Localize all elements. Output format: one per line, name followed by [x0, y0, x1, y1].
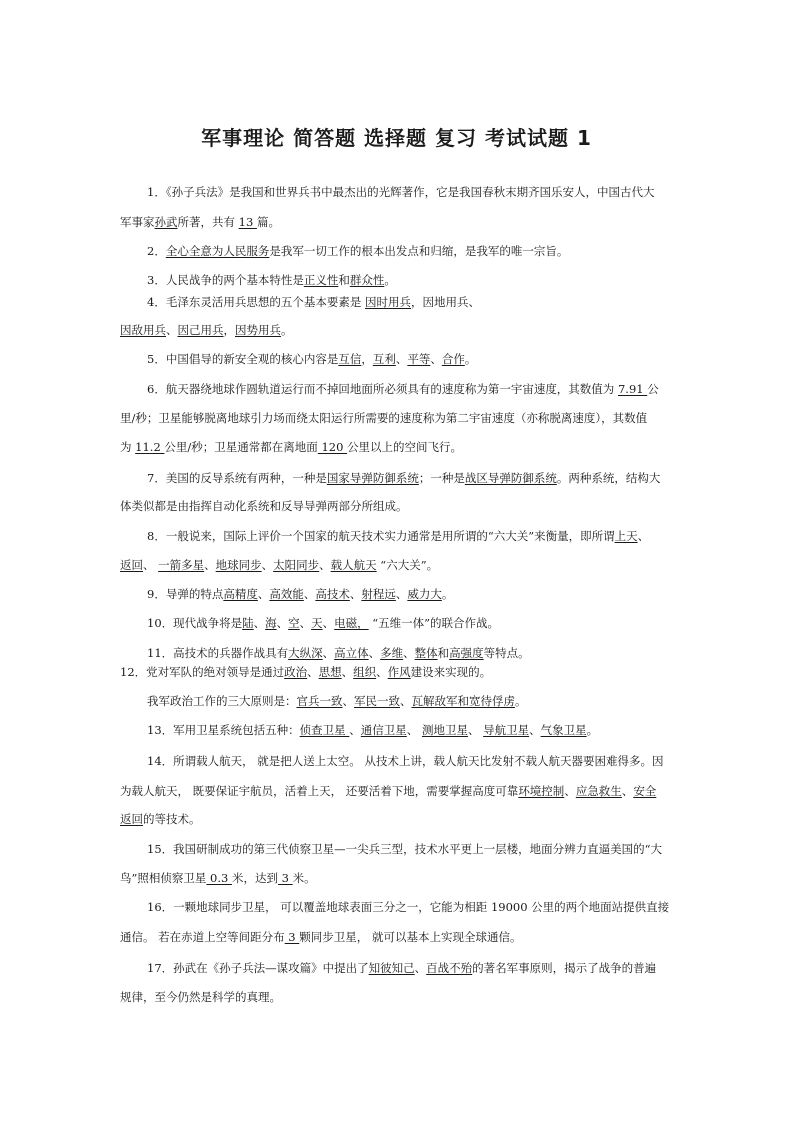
q1-line2	[120, 214, 280, 230]
answer-blank: 空	[288, 616, 300, 630]
q11	[147, 645, 530, 661]
text-segment: 2．	[147, 244, 166, 258]
text-segment: “五维一体”的联合作战。	[368, 616, 500, 630]
text-segment: 10．现代战争将是	[147, 616, 243, 630]
text-segment: 公	[647, 382, 659, 396]
q8-line2	[120, 557, 438, 573]
text-segment: 等特点。	[483, 646, 530, 660]
text-segment: 4．毛泽东灵活用兵思想的五个基本要素是	[147, 295, 365, 309]
answer-blank: 平等	[407, 352, 431, 366]
text-segment: 9．导弹的特点	[147, 587, 224, 601]
text-segment: 、	[299, 616, 312, 630]
answer-blank: 合作	[441, 352, 465, 366]
text-segment: 。	[281, 323, 293, 337]
answer-blank: 7.91	[617, 382, 648, 396]
text-segment: 13．军用卫星系统包括五种：	[147, 723, 300, 737]
answer-blank: 组织	[353, 665, 377, 679]
q17-line1	[147, 960, 656, 976]
q2	[147, 243, 568, 259]
text-segment: 、	[143, 558, 159, 572]
answer-blank: 因势用兵	[235, 323, 281, 337]
answer-blank: 返回	[120, 558, 143, 572]
answer-blank: 3	[284, 930, 300, 944]
text-segment: 、	[341, 665, 354, 679]
text-segment: 17．孙武在《孙子兵法—谋攻篇》中提出了	[147, 961, 369, 975]
text-segment: 鸟”照相侦察卫星	[120, 871, 207, 885]
answer-blank: 百战不殆	[426, 961, 473, 975]
text-segment: 的等技术。	[143, 812, 201, 826]
answer-blank: 因己用兵	[177, 323, 224, 337]
text-segment: 、	[376, 665, 388, 679]
answer-blank: 战区导弹防御系统	[464, 471, 557, 485]
answer-blank: 整体	[414, 646, 438, 660]
text-segment: 颗同步卫星， 就可以基本上实现全球通信。	[299, 930, 522, 944]
text-segment: 8．一般说来，国际上评价一个国家的航天技术实力通常是用所谓的“六大关”来衡量，即所谓	[147, 529, 615, 543]
text-segment: 、	[342, 694, 354, 708]
q14-line1	[147, 753, 663, 769]
text-segment: 。	[515, 694, 527, 708]
text-segment: 所著，共有	[177, 215, 239, 229]
text-segment: 、	[368, 646, 381, 660]
text-segment: 军事家	[120, 215, 155, 229]
text-segment: 、	[395, 352, 408, 366]
text-segment: “六大关”。	[376, 558, 439, 572]
text-segment: 6．航天器绕地球作圆轨道运行而不掉回地面所必须具有的速度称为第一宇宙速度，其数值为	[147, 382, 618, 396]
text-segment: 16．一颗地球同步卫星， 可以覆盖地球表面三分之一，它能为相距 19000 公里的两个地面站提供直接	[147, 900, 670, 914]
answer-blank: 0.3	[206, 871, 232, 885]
q1-line1	[147, 184, 655, 200]
q3	[147, 272, 396, 288]
answer-blank: 120	[317, 440, 348, 454]
answer-blank: 互信	[338, 352, 362, 366]
text-segment: 5．中国倡导的新安全观的核心内容是	[147, 352, 339, 366]
answer-blank: 11.2	[135, 440, 165, 454]
text-segment: 7．美国的反导系统有两种，一种是	[147, 471, 327, 485]
q17-line2	[120, 989, 281, 1005]
text-segment: ，	[223, 323, 235, 337]
answer-blank: 电磁，	[334, 616, 369, 630]
answer-blank: 侦查卫星	[299, 723, 350, 737]
text-segment: 14．所谓载人航天， 就是把人送上太空。 从技术上讲，载人航天比发射不载人航天器要困难得多。因	[147, 754, 664, 768]
text-segment: 、	[257, 587, 270, 601]
answer-blank: 因敌用兵	[120, 323, 166, 337]
answer-blank: 群众性	[349, 273, 385, 287]
text-segment: ，因地用兵、	[410, 295, 480, 309]
answer-blank: 高效能	[269, 587, 304, 601]
text-segment: 、	[307, 665, 319, 679]
q16-line2	[120, 929, 521, 945]
text-segment: 、	[467, 723, 484, 737]
text-segment: 、	[204, 558, 216, 572]
text-segment: 。	[384, 273, 396, 287]
text-segment: 建设来实现的。	[410, 665, 492, 679]
text-segment: 米。	[292, 871, 316, 885]
answer-blank: 通信卫星	[360, 723, 407, 737]
answer-blank: 13	[238, 215, 257, 229]
answer-blank: 多维	[380, 646, 404, 660]
text-segment: 、	[395, 587, 408, 601]
answer-blank: 气象卫星	[540, 723, 587, 737]
text-segment: ；一种是	[418, 471, 465, 485]
text-segment: 、	[637, 529, 650, 543]
q6-line2	[120, 410, 647, 426]
text-segment: 、	[303, 587, 316, 601]
answer-blank: 3	[278, 871, 293, 885]
answer-blank: 高技术	[315, 587, 350, 601]
answer-blank: 一箭多星	[158, 558, 205, 572]
text-segment: 、	[166, 323, 178, 337]
text-segment: 、	[529, 723, 541, 737]
answer-blank: 威力大	[407, 587, 442, 601]
answer-blank: 太阳同步	[273, 558, 320, 572]
answer-blank: 全心全意为人民服务	[165, 244, 270, 258]
text-segment: 、	[400, 694, 412, 708]
answer-blank: 载人航天	[330, 558, 377, 572]
q4-line1	[147, 294, 480, 310]
answer-blank: 测地卫星	[421, 723, 468, 737]
text-segment: 米，达到	[232, 871, 278, 885]
q7-line1	[147, 470, 660, 486]
answer-blank: 互利	[372, 352, 396, 366]
answer-blank: 导航卫星	[483, 723, 530, 737]
q12-principles	[147, 693, 527, 709]
q13	[147, 722, 598, 738]
answer-blank: 作风	[387, 665, 411, 679]
text-segment: 公里/秒；卫星通常都在离地面	[164, 440, 318, 454]
text-segment: 、	[322, 646, 335, 660]
text-segment: 、	[621, 784, 634, 798]
answer-blank: 高强度	[449, 646, 484, 660]
answer-blank: 因时用兵	[364, 295, 411, 309]
answer-blank: 高精度	[223, 587, 258, 601]
text-segment: 为载人航天， 既要保证宇航员，活着上天， 还要活着下地，需要掌握高度可靠	[120, 784, 519, 798]
answer-blank: 军民一致	[354, 694, 400, 708]
answer-blank: 环境控制	[518, 784, 565, 798]
q8-line1	[147, 528, 649, 544]
text-segment: 3．人民战争的两个基本特性是	[147, 273, 304, 287]
answer-blank: 知彼知己	[368, 961, 415, 975]
text-segment: 12．党对军队的绝对领导是通过	[120, 665, 285, 679]
text-segment: 、	[564, 784, 576, 798]
answer-blank: 海	[265, 616, 277, 630]
text-segment: 、	[349, 587, 362, 601]
q5	[147, 351, 476, 367]
answer-blank: 陆	[242, 616, 254, 630]
text-segment: 体类似都是由指挥自动化系统和反导导弹两部分所组成。	[120, 499, 408, 513]
answer-blank: 瓦解敌军和宽待俘虏	[411, 694, 515, 708]
text-segment: 和	[338, 273, 350, 287]
answer-blank: 正义性	[303, 273, 339, 287]
answer-blank: 官兵一致	[296, 694, 343, 708]
answer-blank: 天	[311, 616, 323, 630]
q7-line2	[120, 498, 408, 514]
text-segment: 、	[322, 616, 335, 630]
q15-line2	[120, 870, 316, 886]
q4-line2	[120, 322, 293, 338]
q9	[147, 586, 453, 602]
q10	[147, 615, 499, 631]
answer-blank: 政治	[284, 665, 308, 679]
text-segment: 、	[403, 646, 415, 660]
answer-blank: 射程远	[361, 587, 396, 601]
text-segment: 规律，至今仍然是科学的真理。	[120, 990, 281, 1004]
q6-line3	[120, 439, 462, 455]
text-segment: 、	[349, 723, 361, 737]
text-segment: 的著名军事原则，揭示了战争的普遍	[472, 961, 657, 975]
q6-line1	[147, 381, 659, 397]
text-segment: 为	[120, 440, 136, 454]
text-segment: 里/秒；卫星能够脱离地球引力场而绕太阳运行所需要的速度称为第二宇宙速度（亦称脱离速度），其数值	[120, 411, 648, 425]
answer-blank: 高立体	[334, 646, 369, 660]
text-segment: 15．我国研制成功的第三代侦察卫星—一尖兵三型，技术水平更上一层楼，地面分辨力直逼美国的“大	[147, 842, 663, 856]
text-segment: 、	[276, 616, 289, 630]
text-segment: ，	[361, 352, 373, 366]
text-segment: 。两种系统，结构大	[556, 471, 661, 485]
answer-blank: 地球同步	[215, 558, 262, 572]
text-segment: 。	[586, 723, 599, 737]
text-segment: 、	[406, 723, 422, 737]
q14-line2	[120, 783, 656, 799]
text-segment: 公里以上的空间飞行。	[347, 440, 463, 454]
q14-line3	[120, 811, 201, 827]
answer-blank: 国家导弹防御系统	[326, 471, 419, 485]
answer-blank: 应急救生	[575, 784, 622, 798]
answer-blank: 思想	[318, 665, 342, 679]
text-segment: 、	[261, 558, 274, 572]
q16-line1	[147, 899, 669, 915]
answer-blank: 大纵深	[288, 646, 323, 660]
text-segment: 、	[253, 616, 266, 630]
text-segment: 11．高技术的兵器作战具有	[147, 646, 289, 660]
text-segment: 通信。 若在赤道上空等间距分布	[120, 930, 285, 944]
answer-blank: 孙武	[154, 215, 178, 229]
text-segment: 是我军一切工作的根本出发点和归缩，是我军的唯一宗旨。	[269, 244, 569, 258]
text-segment: 和	[437, 646, 450, 660]
text-segment: 。	[464, 352, 477, 366]
answer-blank: 安全	[633, 784, 657, 798]
text-segment: 、	[430, 352, 442, 366]
q15-line1	[147, 841, 662, 857]
text-segment: 、	[319, 558, 331, 572]
answer-blank: 返回	[120, 812, 143, 826]
text-segment: 篇。	[256, 215, 280, 229]
text-segment: 1．《孙子兵法》是我国和世界兵书中最杰出的光辉著作，它是我国春秋末期齐国乐安人，中国古代大	[147, 185, 655, 199]
page-title: 军事理论 简答题 选择题 复习 考试试题 1	[201, 126, 592, 150]
answer-blank: 上天	[614, 529, 638, 543]
text-segment: 、	[414, 961, 427, 975]
q12	[120, 664, 491, 680]
text-segment: 。	[441, 587, 454, 601]
text-segment: 我军政治工作的三大原则是：	[147, 694, 297, 708]
